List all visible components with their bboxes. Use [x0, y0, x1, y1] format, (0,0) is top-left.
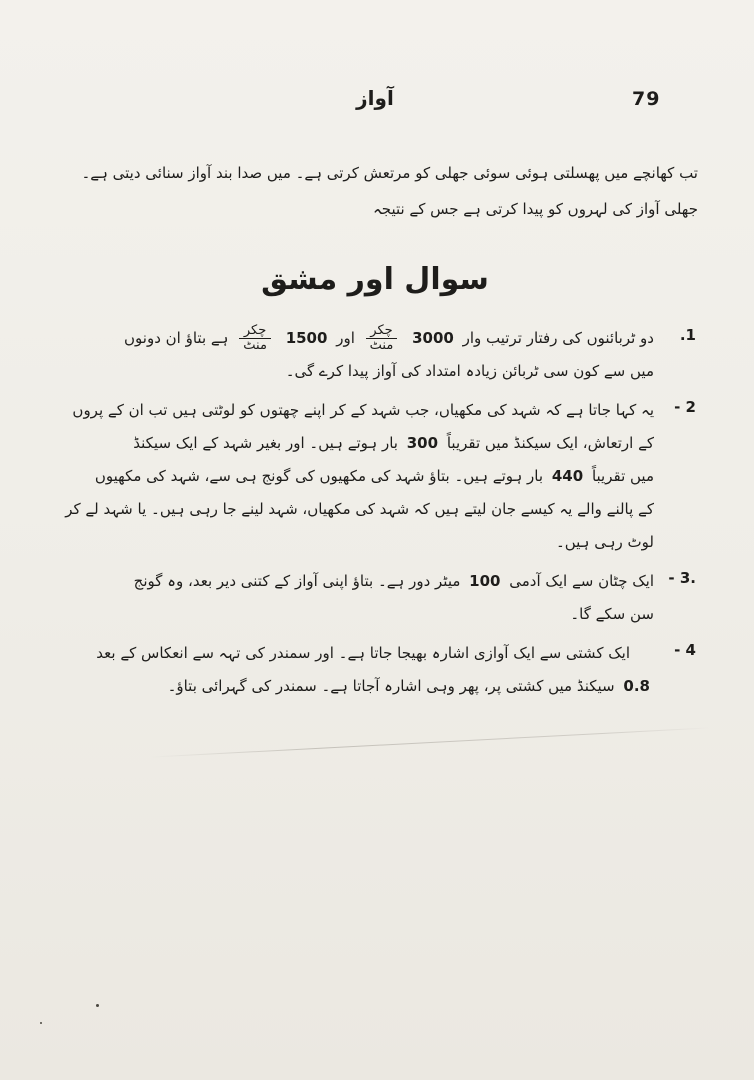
frequency-value: 300	[406, 434, 439, 452]
question-line	[40, 670, 654, 703]
question-line: لوٹ رہی ہیں۔	[555, 533, 654, 551]
scan-speck	[40, 1022, 42, 1024]
question-text: بار ہوتے ہیں۔ بتاؤ شہد کی مکھیوں کی گونج ہی سے، شہد کی مکھیوں	[94, 467, 544, 485]
question-text: میں تقریباً	[591, 467, 654, 485]
frequency-value: 440	[551, 467, 584, 485]
question-number: .1	[679, 326, 696, 344]
scan-artifact-line	[150, 727, 709, 757]
speed-value: 3000	[412, 329, 454, 347]
speed-value: 1500	[285, 329, 328, 347]
intro-paragraph	[78, 155, 698, 227]
intro-line: جھلی آواز کی لہروں کو پیدا کرتی ہے جس کے نتیجہ	[372, 200, 698, 218]
question-text: میٹر دور ہے۔ بتاؤ اپنی آواز کے کتنی دیر بعد، وہ گونج	[133, 572, 461, 590]
question-line: سن سکے گا۔	[570, 605, 654, 623]
running-title: آواز	[356, 86, 394, 110]
fraction-denominator: منٹ	[243, 338, 267, 353]
scan-speck	[96, 1004, 99, 1007]
question-line	[40, 460, 654, 493]
section-heading: سوال اور مشق	[261, 262, 489, 297]
question-2	[40, 394, 696, 559]
question-number: - 4	[674, 641, 696, 659]
distance-value: 100	[469, 572, 501, 590]
question-line: کے پالنے والے یہ کیسے جان لیتے ہیں کہ شہد کی مکھیاں، شہد لینے جا رہی ہیں۔ یا شہد لے کر	[65, 500, 654, 518]
connector-text: اور	[336, 329, 355, 347]
unit-fraction	[366, 324, 398, 353]
question-1	[40, 322, 696, 388]
fraction-numerator: چکر	[366, 324, 398, 339]
time-value: 0.8	[623, 677, 650, 695]
question-line	[40, 427, 654, 460]
question-line	[40, 565, 654, 598]
question-4	[40, 637, 696, 703]
question-number: - 3.	[668, 569, 696, 587]
question-text: کے ارتعاش، ایک سیکنڈ میں تقریباً	[446, 434, 654, 452]
question-text: بار ہوتے ہیں۔ اور بغیر شہد کے ایک سیکنڈ	[133, 434, 398, 452]
question-list	[40, 322, 696, 709]
question-text: دو ٹربائنوں کی رفتار ترتیب وار	[462, 329, 654, 347]
page-number: 79	[632, 88, 661, 110]
question-number: - 2	[674, 398, 696, 416]
question-text: سیکنڈ میں کشتی پر، پھر وہی اشارہ آجاتا ہے۔ سمندر کی گہرائی بتاؤ۔	[167, 677, 615, 695]
question-text: ہے بتاؤ ان دونوں	[124, 329, 229, 347]
fraction-numerator: چکر	[239, 324, 271, 339]
question-line: میں سے کون سی ٹربائن زیادہ امتداد کی آواز پیدا کرے گی۔	[285, 362, 654, 380]
fraction-denominator: منٹ	[369, 338, 394, 353]
question-text: ایک چٹان سے ایک آدمی	[509, 572, 654, 590]
question-line	[40, 322, 654, 355]
intro-line: تب کھانچے میں پھسلتی ہوئی سوئی جھلی کو مرتعش کرتی ہے۔ میں صدا بند آواز سنائی دیتی ہے۔	[81, 164, 698, 182]
question-line: ایک کشتی سے ایک آوازی اشارہ بھیجا جاتا ہے۔ اور سمندر کی تہہ سے انعکاس کے بعد	[96, 644, 630, 662]
question-line: یہ کہا جاتا ہے کہ شہد کی مکھیاں، جب شہد کے کر اپنے چھتوں کو لوٹتی ہیں تب ان کے پروں	[72, 401, 654, 419]
question-3	[40, 565, 696, 631]
unit-fraction	[239, 324, 271, 353]
